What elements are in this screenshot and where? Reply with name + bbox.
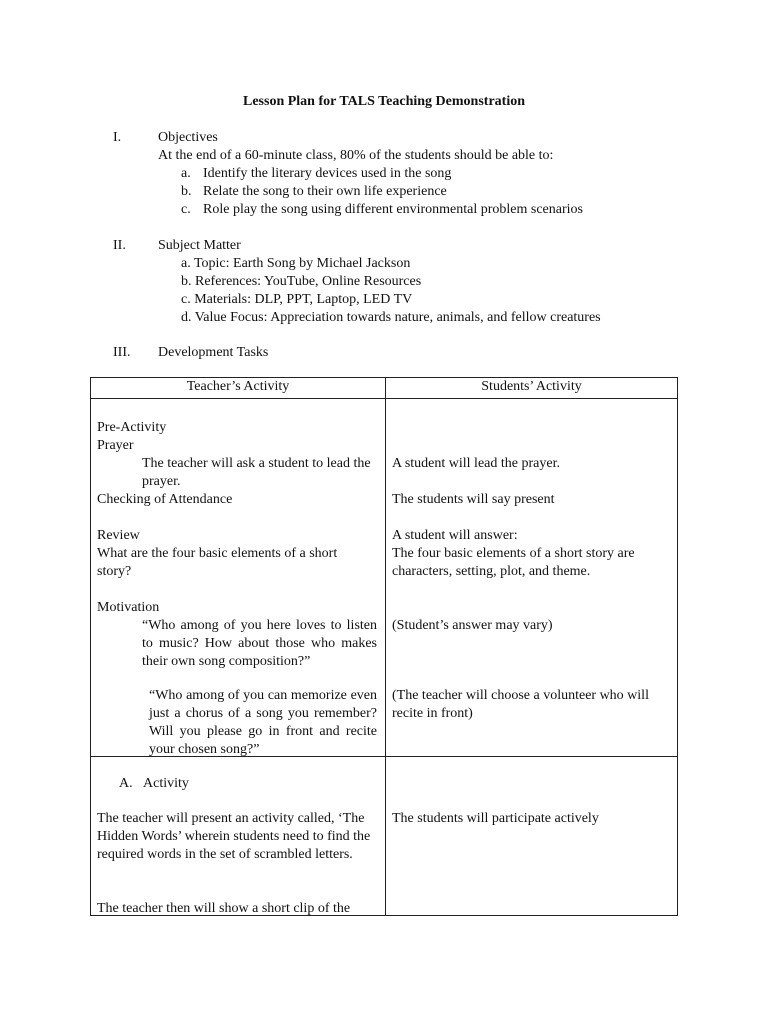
motivation-label: Motivation: [97, 600, 160, 615]
student-cell: [386, 399, 678, 757]
list-letter: c.: [181, 202, 191, 217]
prayer-label: Prayer: [97, 438, 134, 453]
list-letter: a.: [181, 166, 191, 181]
section-heading: Objectives: [158, 130, 218, 145]
development-tasks-table: [90, 377, 678, 916]
review-label: Review: [97, 528, 140, 543]
activity-text: The teacher will present an activity called, ‘The Hidden Words’ wherein students need to find the required words in the set of scrambled letters.: [97, 811, 371, 862]
subject-item: d. Value Focus: Appreciation towards nature, animals, and fellow creatures: [181, 310, 601, 325]
table-header-row: [91, 378, 678, 399]
student-volunteer: (The teacher will choose a volunteer who will recite in front): [392, 688, 649, 721]
objective-item: Relate the song to their own life experience: [203, 184, 447, 199]
objective-item: Role play the song using different environmental problem scenarios: [203, 202, 583, 217]
teacher-cell: [91, 399, 386, 757]
student-prayer: A student will lead the prayer.: [392, 456, 560, 471]
subject-item: a. Topic: Earth Song by Michael Jackson: [181, 256, 411, 271]
section-numeral: II.: [113, 238, 126, 253]
section-heading: Subject Matter: [158, 238, 241, 253]
student-cell: [386, 757, 678, 916]
table-row: [91, 399, 678, 757]
clip-text: The teacher then will show a short clip of the: [97, 901, 351, 916]
section-numeral: I.: [113, 130, 122, 145]
subject-item: c. Materials: DLP, PPT, Laptop, LED TV: [181, 292, 413, 307]
student-answer: The four basic elements of a short story are characters, setting, plot, and theme.: [392, 546, 635, 579]
motivation-question-2: “Who among of you can memorize even just a chorus of a song you remember? Will you please go in front and recite your chosen song?”: [149, 688, 377, 757]
pre-activity-label: Pre-Activity: [97, 420, 167, 435]
teacher-activity-header: Teacher’s Activity: [91, 378, 386, 399]
activity-heading: Activity: [143, 776, 189, 791]
student-answer-intro: A student will answer:: [392, 528, 518, 543]
section-heading: Development Tasks: [158, 345, 269, 360]
prayer-text: The teacher will ask a student to lead the prayer.: [142, 456, 371, 489]
document-title: Lesson Plan for TALS Teaching Demonstration: [243, 94, 525, 109]
attendance-label: Checking of Attendance: [97, 492, 233, 507]
objectives-intro: At the end of a 60-minute class, 80% of the students should be able to:: [158, 148, 554, 163]
motivation-question-1: “Who among of you here loves to listen to music? How about those who makes their own song composition?”: [142, 618, 377, 669]
objective-item: Identify the literary devices used in the song: [203, 166, 452, 181]
teacher-cell: [91, 757, 386, 916]
students-activity-header: Students’ Activity: [386, 378, 678, 399]
subject-item: b. References: YouTube, Online Resources: [181, 274, 422, 289]
section-numeral: III.: [113, 345, 131, 360]
table-row: [91, 757, 678, 916]
activity-letter: A.: [119, 776, 133, 791]
review-question: What are the four basic elements of a short story?: [97, 546, 338, 579]
student-answer-vary: (Student’s answer may vary): [392, 618, 553, 633]
list-letter: b.: [181, 184, 192, 199]
student-attendance: The students will say present: [392, 492, 555, 507]
student-participate: The students will participate actively: [392, 811, 599, 826]
